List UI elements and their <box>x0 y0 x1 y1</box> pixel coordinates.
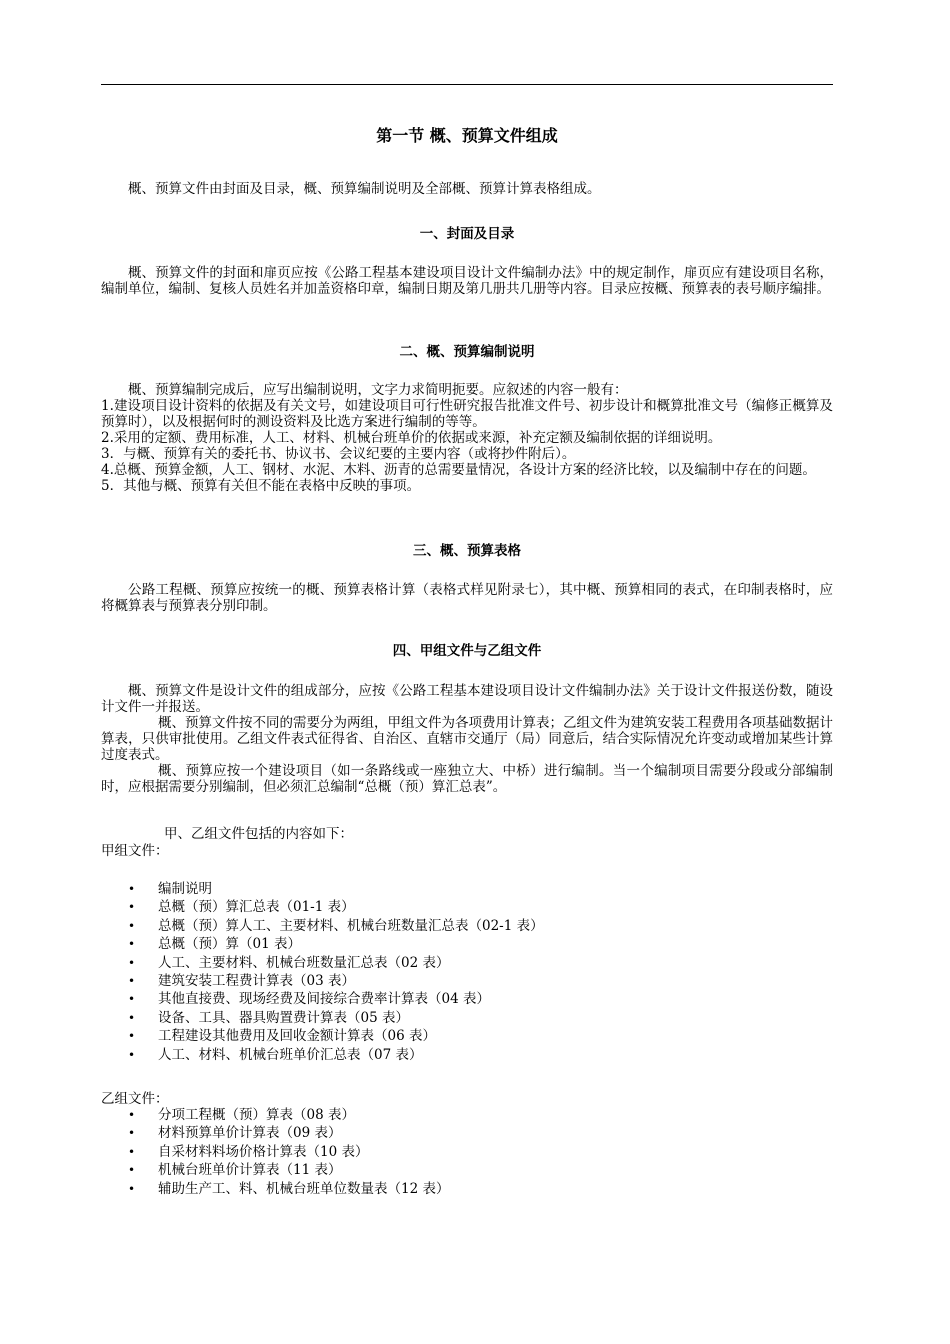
budget-tables-paragraph: 公路工程概、预算应按统一的概、预算表格计算（表格式样见附录七），其中概、预算相同的表式，在印制表格时，应将概算表与预算表分别印制。 <box>101 582 833 614</box>
list-item: • 分项工程概（预）算表（08 表） <box>128 1106 449 1124</box>
group-b-list <box>128 1106 449 1198</box>
group-files-paragraph-1: 概、预算文件是设计文件的组成部分，应按《公路工程基本建设项目设计文件编制办法》关于设计文件报送份数，随设计文件一并报送。 <box>101 683 833 715</box>
group-files-paragraph-3: 概、预算应按一个建设项目（如一条路线或一座独立大、中桥）进行编制。当一个编制项目需要分段或分部编制时，应根据需要分别编制，但必须汇总编制“总概（预）算汇总表”。 <box>101 763 833 795</box>
list-item: • 总概（预）算人工、主要材料、机械台班数量汇总表（02-1 表） <box>128 917 544 935</box>
budget-notes-item: 3．与概、预算有关的委托书、协议书、会议纪要的主要内容（或将抄件附后）。 <box>101 446 576 462</box>
group-b-label: 乙组文件： <box>101 1091 169 1107</box>
intro-paragraph: 概、预算文件由封面及目录，概、预算编制说明及全部概、预算计算表格组成。 <box>128 181 601 197</box>
budget-notes-block <box>101 382 833 494</box>
budget-notes-item: 1.建设项目设计资料的依据及有关文号，如建设项目可行性研究报告批准文件号、初步设计和概算批准文号（编修正概算及预算时），以及根据何时的测设资料及比选方案进行编制的等等。 <box>101 398 833 430</box>
budget-notes-item: 2.采用的定额、费用标准，人工、材料、机械台班单价的依据或来源，补充定额及编制依据的详细说明。 <box>101 430 722 446</box>
list-item: • 人工、材料、机械台班单价汇总表（07 表） <box>128 1046 544 1064</box>
list-item: • 建筑安装工程费计算表（03 表） <box>128 972 544 990</box>
list-item: • 自采材料料场价格计算表（10 表） <box>128 1143 449 1161</box>
heading-group-files: 四、甲组文件与乙组文件 <box>392 643 542 659</box>
contents-lead: 甲、乙组文件包括的内容如下： <box>164 826 353 842</box>
group-a-label: 甲组文件： <box>101 843 169 859</box>
list-item: • 总概（预）算（01 表） <box>128 935 544 953</box>
list-item: • 辅助生产工、料、机械台班单位数量表（12 表） <box>128 1180 449 1198</box>
group-files-paragraph-2: 概、预算文件按不同的需要分为两组，甲组文件为各项费用计算表；乙组文件为建筑安装工程费用各项基础数据计算表，只供审批使用。乙组文件表式征得省、自治区、直辖市交通厅（局）同意后，结合实际情况允许变动或增加某些计算过度表式。 <box>101 715 833 763</box>
list-item: • 工程建设其他费用及回收金额计算表（06 表） <box>128 1027 544 1045</box>
budget-notes-item: 4.总概、预算金额，人工、钢材、水泥、木料、沥青的总需要量情况，各设计方案的经济比较，以及编制中存在的问题。 <box>101 462 816 478</box>
list-item: • 材料预算单价计算表（09 表） <box>128 1124 449 1142</box>
heading-cover-toc: 一、封面及目录 <box>419 226 515 242</box>
heading-budget-tables: 三、概、预算表格 <box>413 543 521 559</box>
group-a-list <box>128 880 544 1064</box>
list-item: • 编制说明 <box>128 880 544 898</box>
list-item: • 总概（预）算汇总表（01-1 表） <box>128 898 544 916</box>
list-item: • 机械台班单价计算表（11 表） <box>128 1161 449 1179</box>
list-item: • 其他直接费、现场经费及间接综合费率计算表（04 表） <box>128 990 544 1008</box>
header-rule <box>101 84 833 85</box>
list-item: • 人工、主要材料、机械台班数量汇总表（02 表） <box>128 954 544 972</box>
budget-notes-lead: 概、预算编制完成后，应写出编制说明，文字力求简明扼要。应叙述的内容一般有： <box>128 382 628 398</box>
section-title: 第一节 概、预算文件组成 <box>376 126 558 145</box>
heading-budget-notes: 二、概、预算编制说明 <box>399 344 535 360</box>
group-files-block <box>101 683 833 795</box>
list-item: • 设备、工具、器具购置费计算表（05 表） <box>128 1009 544 1027</box>
budget-notes-item: 5．其他与概、预算有关但不能在表格中反映的事项。 <box>101 478 421 494</box>
cover-toc-paragraph: 概、预算文件的封面和扉页应按《公路工程基本建设项目设计文件编制办法》中的规定制作，扉页应有建设项目名称，编制单位，编制、复核人员姓名并加盖资格印章，编制日期及第几册共几册等内容。目录应按概、预算表的表号顺序编排。 <box>101 265 833 297</box>
